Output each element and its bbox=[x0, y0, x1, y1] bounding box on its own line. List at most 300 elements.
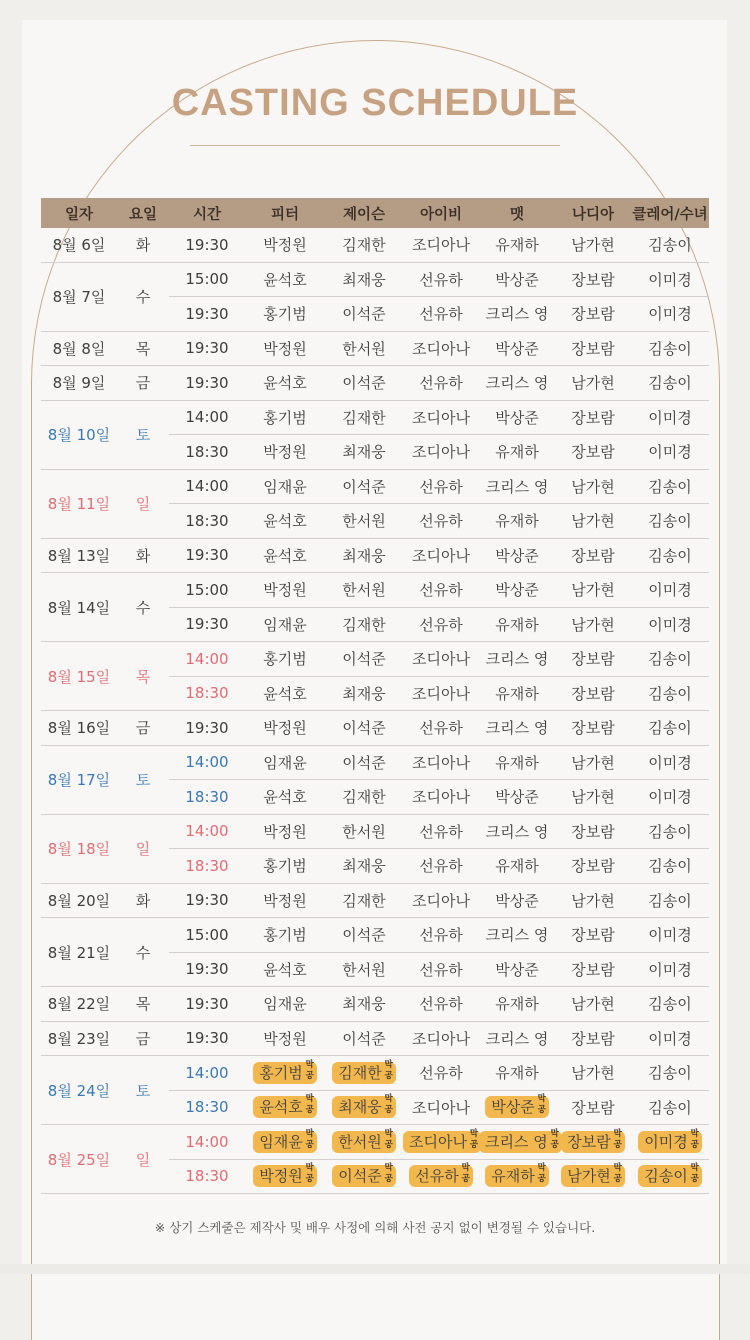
cast-cell: 김송이 bbox=[631, 676, 709, 711]
time-cell: 14:00 bbox=[169, 814, 245, 849]
time-cell: 19:30 bbox=[169, 297, 245, 332]
cast-cell: 박정원 bbox=[245, 435, 325, 470]
cast-cell bbox=[479, 1125, 559, 1160]
cast-cell: 김송이 bbox=[631, 366, 709, 401]
cast-name: 선유하 bbox=[415, 1167, 459, 1186]
cast-cell: 조디아나 bbox=[403, 1021, 479, 1056]
closing-mark: 막공 bbox=[384, 1128, 393, 1150]
cast-cell: 장보람 bbox=[555, 849, 631, 884]
cast-cell: 한서원 bbox=[325, 331, 403, 366]
cast-cell: 장보람 bbox=[555, 676, 631, 711]
schedule-change-note: ※ 상기 스케줄은 제작사 및 배우 사정에 의해 사전 공지 없이 변경될 수 있습니다. bbox=[154, 1220, 596, 1235]
weekday-cell: 금 bbox=[117, 1021, 169, 1056]
closing-mark: 막공 bbox=[469, 1128, 479, 1150]
cast-cell: 최재웅 bbox=[325, 435, 403, 470]
column-header: 제이슨 bbox=[325, 198, 403, 228]
cast-cell: 장보람 bbox=[555, 952, 631, 987]
cast-cell: 김송이 bbox=[631, 987, 709, 1022]
column-header: 일자 bbox=[41, 198, 117, 228]
date-cell: 8월 9일 bbox=[41, 366, 117, 401]
closing-show-badge bbox=[332, 1096, 395, 1118]
table-row bbox=[41, 1021, 709, 1056]
cast-cell bbox=[479, 1159, 555, 1194]
cast-cell: 이석준 bbox=[325, 366, 403, 401]
cast-cell: 이미경 bbox=[631, 952, 709, 987]
cast-cell: 홍기범 bbox=[245, 849, 325, 884]
cast-cell: 박정원 bbox=[245, 1021, 325, 1056]
date-cell: 8월 24일 bbox=[41, 1056, 117, 1125]
cast-cell: 장보람 bbox=[555, 538, 631, 573]
cast-cell: 최재웅 bbox=[325, 676, 403, 711]
closing-mark: 막공 bbox=[305, 1163, 314, 1185]
cast-cell: 장보람 bbox=[555, 1090, 631, 1125]
closing-show-badge bbox=[638, 1128, 701, 1153]
time-cell: 18:30 bbox=[169, 1159, 245, 1194]
weekday-cell: 수 bbox=[117, 262, 169, 331]
cast-cell: 김재한 bbox=[325, 228, 403, 262]
cast-cell: 김송이 bbox=[631, 1090, 709, 1125]
cast-cell: 최재웅 bbox=[325, 849, 403, 884]
cast-cell: 박상준 bbox=[479, 952, 555, 987]
cast-cell: 박정원 bbox=[245, 883, 325, 918]
cast-cell bbox=[325, 1159, 403, 1194]
closing-mark: 막공 bbox=[384, 1094, 393, 1116]
time-cell: 14:00 bbox=[169, 1125, 245, 1160]
cast-cell: 선유하 bbox=[403, 1056, 479, 1091]
time-cell: 15:00 bbox=[169, 573, 245, 608]
table-row bbox=[41, 1056, 709, 1091]
time-cell: 15:00 bbox=[169, 262, 245, 297]
time-cell: 18:30 bbox=[169, 780, 245, 815]
cast-cell: 한서원 bbox=[325, 952, 403, 987]
cast-cell: 박상준 bbox=[479, 780, 555, 815]
closing-mark: 막공 bbox=[613, 1128, 622, 1150]
weekday-cell: 화 bbox=[117, 228, 169, 262]
table-row bbox=[41, 745, 709, 780]
cast-name: 장보람 bbox=[567, 1132, 611, 1151]
time-cell: 14:00 bbox=[169, 400, 245, 435]
closing-show-badge bbox=[332, 1128, 395, 1153]
cast-cell: 최재웅 bbox=[325, 987, 403, 1022]
cast-name: 남가현 bbox=[567, 1167, 611, 1186]
cast-cell: 한서원 bbox=[325, 814, 403, 849]
cast-cell: 윤석호 bbox=[245, 504, 325, 539]
time-cell: 18:30 bbox=[169, 504, 245, 539]
cast-cell: 박상준 bbox=[479, 883, 555, 918]
cast-cell: 조디아나 bbox=[403, 228, 479, 262]
cast-cell: 남가현 bbox=[555, 607, 631, 642]
cast-cell: 이미경 bbox=[631, 573, 709, 608]
cast-cell: 선유하 bbox=[403, 262, 479, 297]
cast-cell: 유재하 bbox=[479, 504, 555, 539]
cast-cell: 홍기범 bbox=[245, 642, 325, 677]
time-cell: 19:30 bbox=[169, 331, 245, 366]
cast-cell: 남가현 bbox=[555, 573, 631, 608]
time-cell: 14:00 bbox=[169, 1056, 245, 1091]
cast-name: 이미경 bbox=[644, 1132, 688, 1151]
closing-show-badge bbox=[253, 1128, 316, 1153]
weekday-cell: 토 bbox=[117, 400, 169, 469]
cast-cell: 이석준 bbox=[325, 711, 403, 746]
table-row bbox=[41, 1125, 709, 1160]
date-cell: 8월 17일 bbox=[41, 745, 117, 814]
cast-cell: 한서원 bbox=[325, 573, 403, 608]
closing-show-badge bbox=[485, 1165, 548, 1187]
cast-cell: 장보람 bbox=[555, 642, 631, 677]
cast-cell: 박정원 bbox=[245, 711, 325, 746]
cast-cell: 유재하 bbox=[479, 849, 555, 884]
closing-show-badge bbox=[403, 1128, 481, 1153]
weekday-cell: 목 bbox=[117, 642, 169, 711]
cast-cell: 이석준 bbox=[325, 1021, 403, 1056]
cast-cell: 조디아나 bbox=[403, 780, 479, 815]
closing-mark: 막공 bbox=[613, 1163, 622, 1185]
title-divider bbox=[190, 145, 560, 146]
table-row bbox=[41, 711, 709, 746]
cast-cell: 크리스 영 bbox=[479, 366, 555, 401]
date-cell: 8월 18일 bbox=[41, 814, 117, 883]
cast-cell: 남가현 bbox=[555, 366, 631, 401]
cast-cell: 임재윤 bbox=[245, 607, 325, 642]
closing-show-badge bbox=[253, 1059, 316, 1084]
cast-cell bbox=[631, 1125, 709, 1160]
table-row bbox=[41, 400, 709, 435]
weekday-cell: 화 bbox=[117, 883, 169, 918]
cast-cell: 선유하 bbox=[403, 711, 479, 746]
cast-cell: 박정원 bbox=[245, 573, 325, 608]
table-header bbox=[41, 198, 709, 228]
cast-cell bbox=[555, 1125, 631, 1160]
cast-cell: 장보람 bbox=[555, 400, 631, 435]
date-cell: 8월 10일 bbox=[41, 400, 117, 469]
closing-mark: 막공 bbox=[690, 1163, 699, 1185]
cast-cell: 선유하 bbox=[403, 504, 479, 539]
cast-cell: 이미경 bbox=[631, 1021, 709, 1056]
cast-cell: 장보람 bbox=[555, 918, 631, 953]
cast-cell bbox=[245, 1056, 325, 1091]
column-header: 요일 bbox=[117, 198, 169, 228]
closing-mark: 막공 bbox=[690, 1128, 699, 1150]
cast-name: 최재웅 bbox=[338, 1098, 382, 1117]
date-cell: 8월 8일 bbox=[41, 331, 117, 366]
weekday-cell: 일 bbox=[117, 469, 169, 538]
cast-cell: 유재하 bbox=[479, 676, 555, 711]
cast-cell: 홍기범 bbox=[245, 918, 325, 953]
cast-cell: 남가현 bbox=[555, 228, 631, 262]
time-cell: 18:30 bbox=[169, 676, 245, 711]
cast-cell: 선유하 bbox=[403, 469, 479, 504]
cast-cell: 이석준 bbox=[325, 642, 403, 677]
cast-cell: 박정원 bbox=[245, 228, 325, 262]
cast-cell: 김송이 bbox=[631, 642, 709, 677]
table-body bbox=[41, 228, 709, 1194]
cast-cell: 선유하 bbox=[403, 366, 479, 401]
time-cell: 19:30 bbox=[169, 987, 245, 1022]
cast-name: 김재한 bbox=[338, 1063, 382, 1082]
time-cell: 14:00 bbox=[169, 642, 245, 677]
weekday-cell: 일 bbox=[117, 1125, 169, 1194]
table-row bbox=[41, 918, 709, 953]
cast-cell: 김송이 bbox=[631, 883, 709, 918]
cast-cell: 윤석호 bbox=[245, 366, 325, 401]
cast-cell bbox=[479, 1090, 555, 1125]
closing-show-badge bbox=[638, 1165, 701, 1187]
cast-cell: 윤석호 bbox=[245, 952, 325, 987]
closing-mark: 막공 bbox=[384, 1163, 393, 1185]
table-row bbox=[41, 262, 709, 297]
cast-cell: 박상준 bbox=[479, 262, 555, 297]
column-header: 시간 bbox=[169, 198, 245, 228]
time-cell: 19:30 bbox=[169, 538, 245, 573]
cast-cell: 윤석호 bbox=[245, 780, 325, 815]
weekday-cell: 수 bbox=[117, 918, 169, 987]
closing-show-badge bbox=[561, 1128, 624, 1153]
cast-cell: 장보람 bbox=[555, 1021, 631, 1056]
time-cell: 14:00 bbox=[169, 745, 245, 780]
cast-cell: 윤석호 bbox=[245, 262, 325, 297]
table-row bbox=[41, 331, 709, 366]
cast-cell: 이석준 bbox=[325, 918, 403, 953]
cast-cell: 박정원 bbox=[245, 331, 325, 366]
weekday-cell: 토 bbox=[117, 1056, 169, 1125]
cast-cell: 이미경 bbox=[631, 745, 709, 780]
closing-show-badge bbox=[479, 1128, 562, 1153]
cast-cell bbox=[403, 1125, 479, 1160]
cast-cell: 이석준 bbox=[325, 297, 403, 332]
cast-cell: 김재한 bbox=[325, 780, 403, 815]
time-cell: 19:30 bbox=[169, 607, 245, 642]
weekday-cell: 일 bbox=[117, 814, 169, 883]
cast-cell: 김송이 bbox=[631, 538, 709, 573]
date-cell: 8월 20일 bbox=[41, 883, 117, 918]
time-cell: 19:30 bbox=[169, 711, 245, 746]
cast-cell: 김송이 bbox=[631, 849, 709, 884]
cast-cell: 이석준 bbox=[325, 469, 403, 504]
cast-cell: 유재하 bbox=[479, 987, 555, 1022]
cast-cell: 크리스 영 bbox=[479, 814, 555, 849]
table-row bbox=[41, 366, 709, 401]
cast-cell: 박상준 bbox=[479, 400, 555, 435]
cast-cell: 유재하 bbox=[479, 1056, 555, 1091]
cast-cell: 남가현 bbox=[555, 1056, 631, 1091]
cast-cell: 조디아나 bbox=[403, 642, 479, 677]
cast-cell: 크리스 영 bbox=[479, 918, 555, 953]
closing-mark: 막공 bbox=[537, 1094, 546, 1116]
cast-cell: 이미경 bbox=[631, 297, 709, 332]
cast-name: 김송이 bbox=[644, 1167, 688, 1186]
cast-cell: 조디아나 bbox=[403, 538, 479, 573]
cast-cell: 장보람 bbox=[555, 297, 631, 332]
cast-cell: 김송이 bbox=[631, 469, 709, 504]
date-cell: 8월 7일 bbox=[41, 262, 117, 331]
weekday-cell: 금 bbox=[117, 711, 169, 746]
cast-cell: 장보람 bbox=[555, 435, 631, 470]
cast-cell: 김송이 bbox=[631, 1056, 709, 1091]
cast-cell: 박상준 bbox=[479, 331, 555, 366]
cast-cell: 김재한 bbox=[325, 400, 403, 435]
column-header: 아이비 bbox=[403, 198, 479, 228]
cast-cell: 장보람 bbox=[555, 262, 631, 297]
cast-cell: 선유하 bbox=[403, 952, 479, 987]
cast-cell: 홍기범 bbox=[245, 297, 325, 332]
closing-show-badge bbox=[332, 1059, 395, 1084]
date-cell: 8월 21일 bbox=[41, 918, 117, 987]
cast-cell bbox=[325, 1125, 403, 1160]
cast-name: 임재윤 bbox=[259, 1132, 303, 1151]
cast-cell: 남가현 bbox=[555, 745, 631, 780]
casting-schedule-table bbox=[41, 198, 709, 1194]
cast-cell bbox=[325, 1056, 403, 1091]
closing-mark: 막공 bbox=[537, 1163, 546, 1185]
weekday-cell: 목 bbox=[117, 987, 169, 1022]
cast-name: 한서원 bbox=[338, 1132, 382, 1151]
cast-cell bbox=[245, 1090, 325, 1125]
bottom-strip bbox=[0, 1264, 750, 1274]
time-cell: 15:00 bbox=[169, 918, 245, 953]
cast-name: 크리스 영 bbox=[485, 1132, 548, 1151]
header-row bbox=[41, 198, 709, 228]
weekday-cell: 토 bbox=[117, 745, 169, 814]
cast-cell bbox=[403, 1159, 479, 1194]
date-cell: 8월 6일 bbox=[41, 228, 117, 262]
closing-show-badge bbox=[485, 1096, 548, 1118]
weekday-cell: 금 bbox=[117, 366, 169, 401]
cast-cell: 유재하 bbox=[479, 435, 555, 470]
cast-cell bbox=[631, 1159, 709, 1194]
cast-name: 유재하 bbox=[491, 1167, 535, 1186]
table-row bbox=[41, 883, 709, 918]
cast-name: 윤석호 bbox=[259, 1098, 303, 1117]
table-row bbox=[41, 228, 709, 262]
cast-cell: 장보람 bbox=[555, 814, 631, 849]
cast-cell: 선유하 bbox=[403, 849, 479, 884]
time-cell: 19:30 bbox=[169, 883, 245, 918]
cast-cell: 박정원 bbox=[245, 814, 325, 849]
closing-mark: 막공 bbox=[305, 1059, 314, 1081]
cast-cell bbox=[325, 1090, 403, 1125]
cast-cell: 김송이 bbox=[631, 228, 709, 262]
cast-cell: 유재하 bbox=[479, 745, 555, 780]
cast-cell: 선유하 bbox=[403, 573, 479, 608]
cast-cell: 조디아나 bbox=[403, 1090, 479, 1125]
time-cell: 19:30 bbox=[169, 366, 245, 401]
cast-cell: 이미경 bbox=[631, 780, 709, 815]
cast-cell: 이미경 bbox=[631, 607, 709, 642]
page-title: CASTING SCHEDULE bbox=[171, 82, 579, 124]
cast-cell: 유재하 bbox=[479, 228, 555, 262]
cast-cell: 임재윤 bbox=[245, 469, 325, 504]
date-cell: 8월 14일 bbox=[41, 573, 117, 642]
cast-name: 박상준 bbox=[491, 1098, 535, 1117]
table-row bbox=[41, 814, 709, 849]
closing-show-badge bbox=[332, 1165, 395, 1187]
cast-cell: 이미경 bbox=[631, 435, 709, 470]
table-row bbox=[41, 642, 709, 677]
table-row bbox=[41, 469, 709, 504]
cast-cell: 남가현 bbox=[555, 883, 631, 918]
closing-mark: 막공 bbox=[305, 1094, 314, 1116]
cast-cell: 이미경 bbox=[631, 918, 709, 953]
cast-cell: 조디아나 bbox=[403, 676, 479, 711]
cast-cell: 크리스 영 bbox=[479, 711, 555, 746]
cast-cell: 임재윤 bbox=[245, 745, 325, 780]
cast-cell: 장보람 bbox=[555, 711, 631, 746]
time-cell: 19:30 bbox=[169, 228, 245, 262]
date-cell: 8월 16일 bbox=[41, 711, 117, 746]
closing-mark: 막공 bbox=[461, 1163, 470, 1185]
time-cell: 19:30 bbox=[169, 952, 245, 987]
cast-cell: 김송이 bbox=[631, 331, 709, 366]
cast-cell: 선유하 bbox=[403, 918, 479, 953]
cast-cell: 크리스 영 bbox=[479, 642, 555, 677]
date-cell: 8월 11일 bbox=[41, 469, 117, 538]
cast-cell: 이미경 bbox=[631, 262, 709, 297]
time-cell: 19:30 bbox=[169, 1021, 245, 1056]
date-cell: 8월 13일 bbox=[41, 538, 117, 573]
cast-cell bbox=[245, 1125, 325, 1160]
cast-cell: 조디아나 bbox=[403, 435, 479, 470]
cast-cell: 조디아나 bbox=[403, 331, 479, 366]
cast-cell: 크리스 영 bbox=[479, 469, 555, 504]
cast-cell: 최재웅 bbox=[325, 262, 403, 297]
cast-cell: 김재한 bbox=[325, 607, 403, 642]
table-row bbox=[41, 538, 709, 573]
closing-mark: 막공 bbox=[305, 1128, 314, 1150]
closing-show-badge bbox=[253, 1165, 316, 1187]
cast-cell: 윤석호 bbox=[245, 676, 325, 711]
cast-cell: 박상준 bbox=[479, 573, 555, 608]
cast-cell: 한서원 bbox=[325, 504, 403, 539]
cast-cell: 이미경 bbox=[631, 400, 709, 435]
column-header: 피터 bbox=[245, 198, 325, 228]
cast-cell: 최재웅 bbox=[325, 538, 403, 573]
cast-cell: 조디아나 bbox=[403, 883, 479, 918]
time-cell: 18:30 bbox=[169, 1090, 245, 1125]
cast-cell: 선유하 bbox=[403, 607, 479, 642]
weekday-cell: 화 bbox=[117, 538, 169, 573]
cast-cell: 김재한 bbox=[325, 883, 403, 918]
column-header: 클레어/수녀 bbox=[631, 198, 709, 228]
closing-show-badge bbox=[409, 1165, 472, 1187]
cast-cell: 김송이 bbox=[631, 504, 709, 539]
cast-cell: 김송이 bbox=[631, 711, 709, 746]
date-cell: 8월 22일 bbox=[41, 987, 117, 1022]
cast-name: 홍기범 bbox=[259, 1063, 303, 1082]
closing-show-badge bbox=[561, 1165, 624, 1187]
cast-cell: 선유하 bbox=[403, 297, 479, 332]
cast-cell bbox=[555, 1159, 631, 1194]
cast-cell: 임재윤 bbox=[245, 987, 325, 1022]
cast-cell: 이석준 bbox=[325, 745, 403, 780]
date-cell: 8월 15일 bbox=[41, 642, 117, 711]
cast-cell: 윤석호 bbox=[245, 538, 325, 573]
cast-cell: 장보람 bbox=[555, 331, 631, 366]
cast-cell: 유재하 bbox=[479, 607, 555, 642]
cast-cell: 남가현 bbox=[555, 780, 631, 815]
cast-cell: 크리스 영 bbox=[479, 1021, 555, 1056]
time-cell: 18:30 bbox=[169, 435, 245, 470]
cast-cell: 선유하 bbox=[403, 814, 479, 849]
column-header: 나디아 bbox=[555, 198, 631, 228]
cast-cell: 홍기범 bbox=[245, 400, 325, 435]
date-cell: 8월 25일 bbox=[41, 1125, 117, 1194]
cast-cell bbox=[245, 1159, 325, 1194]
time-cell: 18:30 bbox=[169, 849, 245, 884]
closing-mark: 막공 bbox=[550, 1128, 559, 1150]
cast-cell: 박상준 bbox=[479, 538, 555, 573]
cast-cell: 김송이 bbox=[631, 814, 709, 849]
column-header: 맷 bbox=[479, 198, 555, 228]
